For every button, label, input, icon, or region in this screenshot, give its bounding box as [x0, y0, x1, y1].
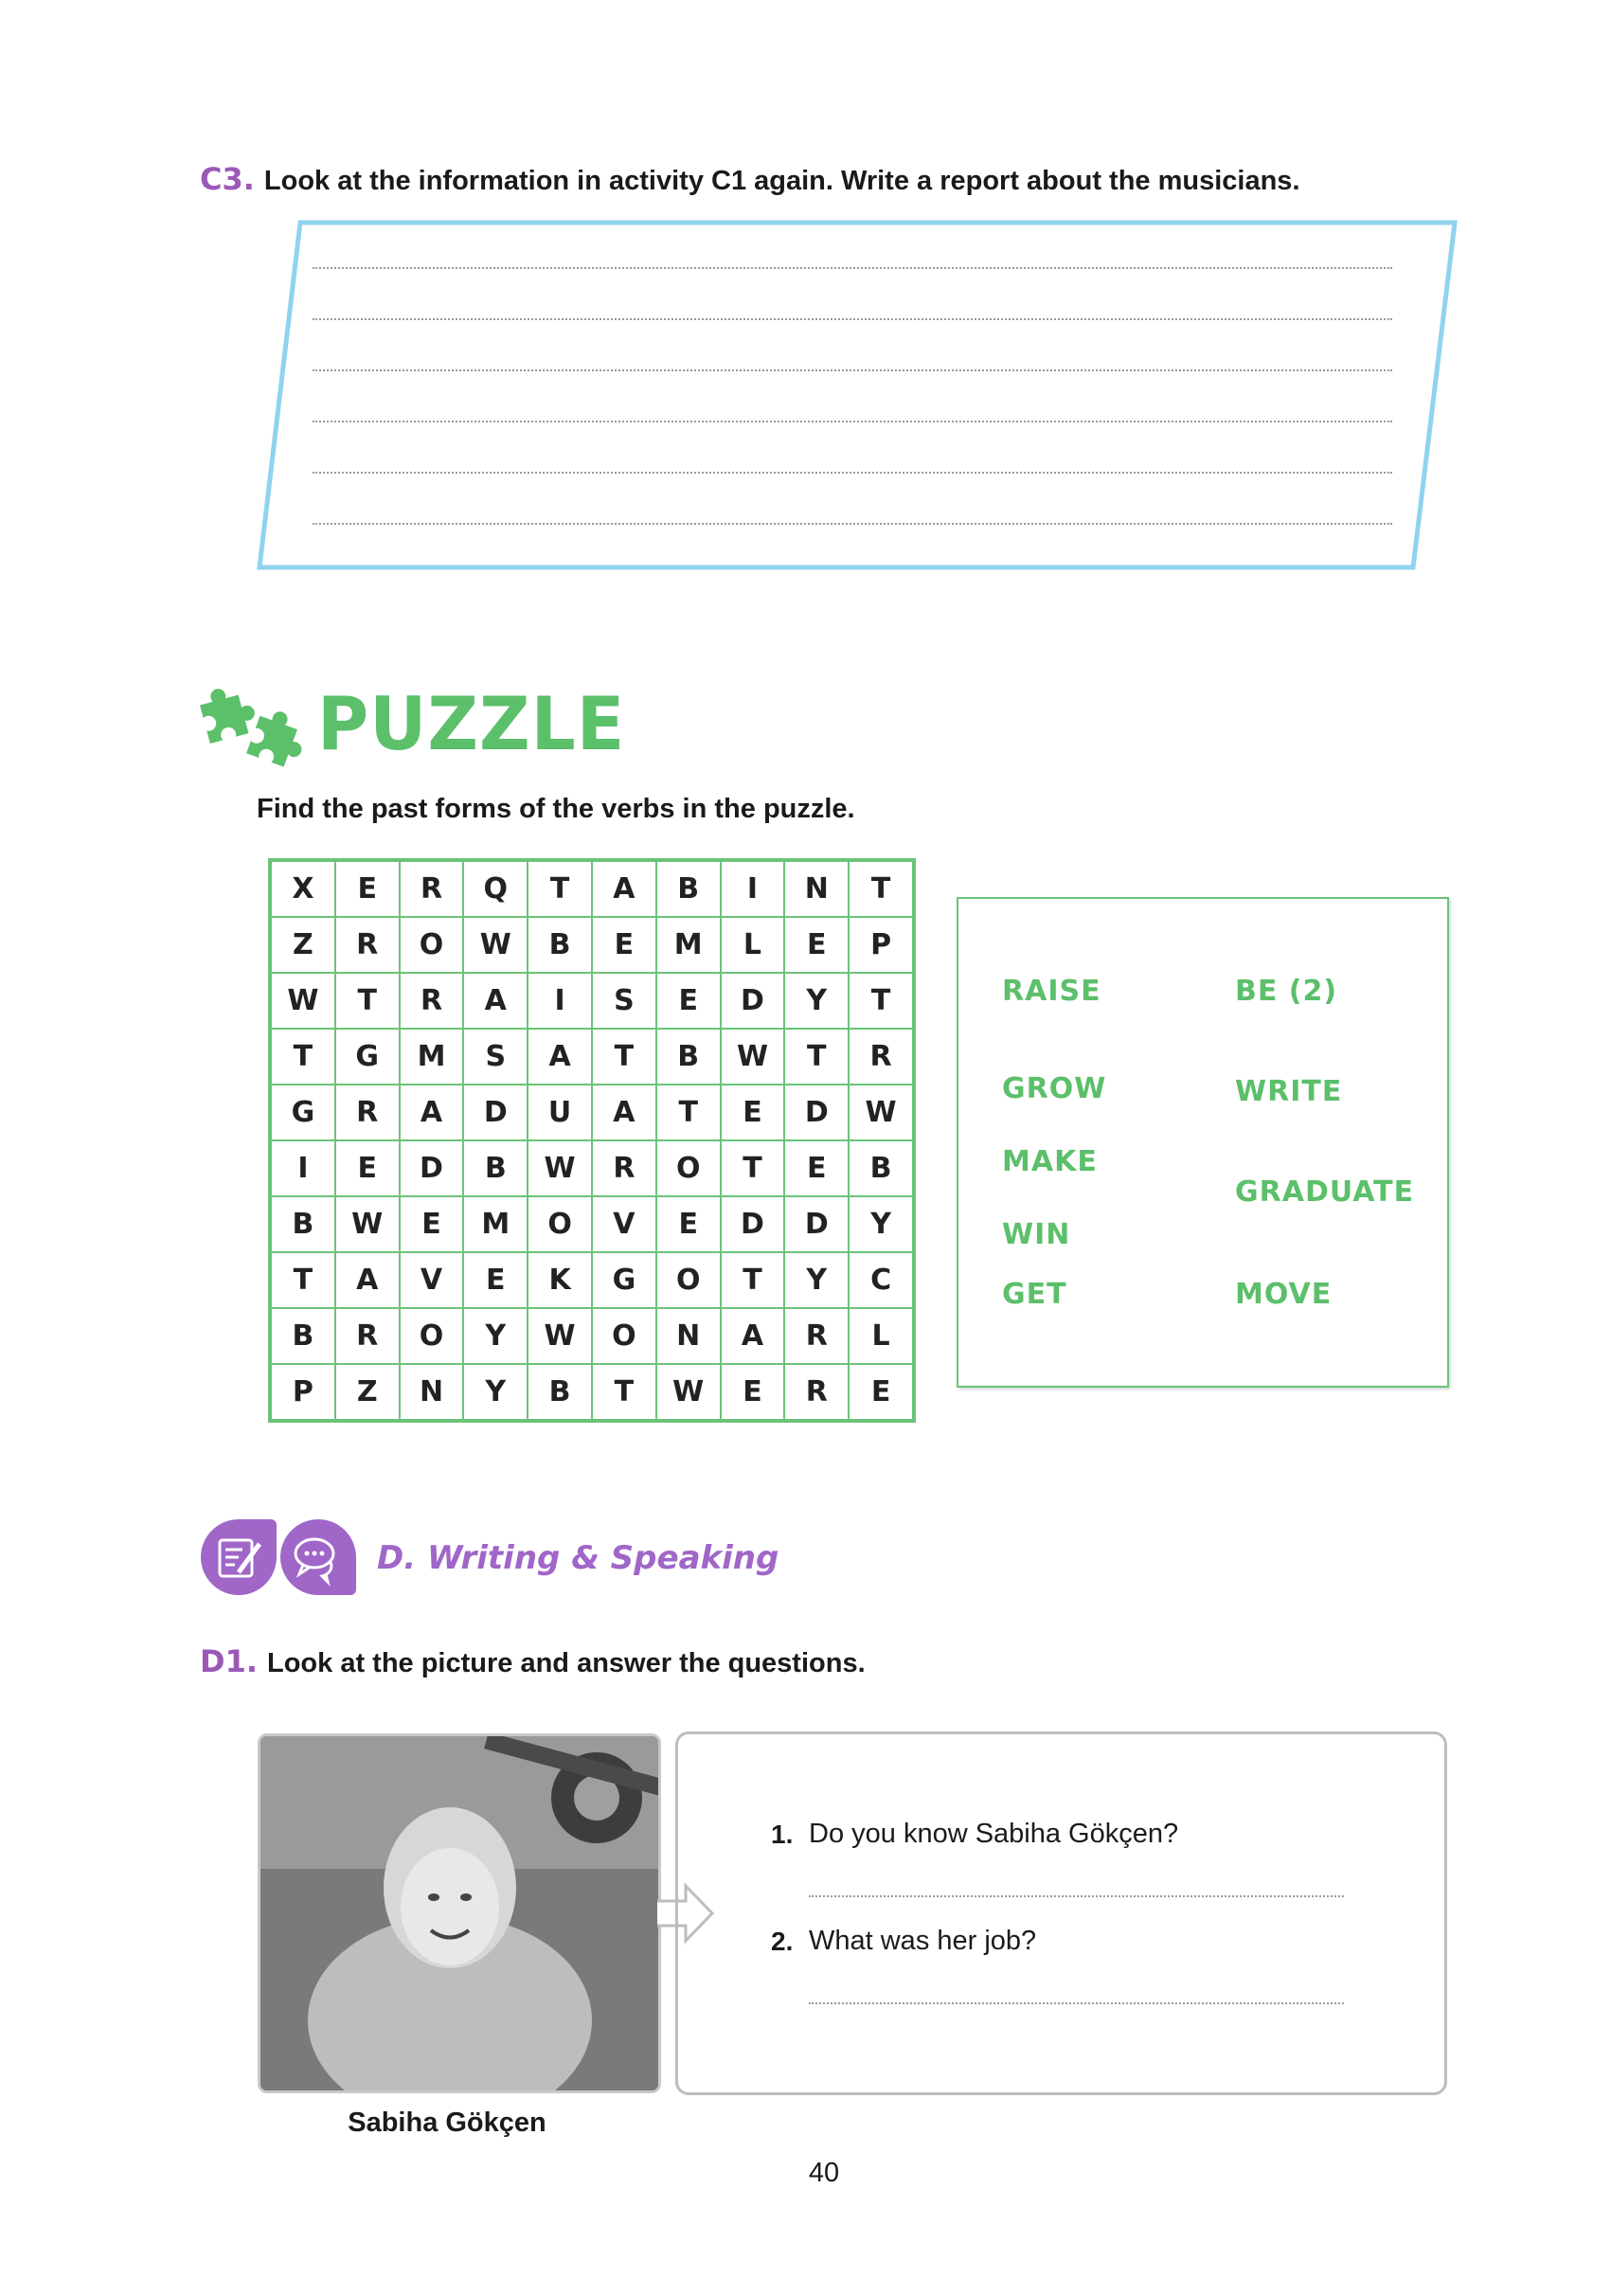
question-text: Do you know Sabiha Gökçen?	[809, 1819, 1179, 1849]
activity-number: D1.	[200, 1643, 258, 1679]
writing-icon	[201, 1519, 277, 1595]
grid-cell[interactable]: A	[528, 1029, 592, 1085]
grid-cell[interactable]: O	[656, 1252, 721, 1308]
grid-cell[interactable]: D	[721, 973, 785, 1029]
grid-cell[interactable]: V	[400, 1252, 464, 1308]
photo-caption: Sabiha Gökçen	[348, 2108, 546, 2138]
answer-line[interactable]	[313, 267, 1392, 269]
activity-instruction: Look at the information in activity C1 again. Write a report about the musicians.	[263, 166, 1300, 196]
puzzle-instruction: Find the past forms of the verbs in the puzzle.	[257, 794, 855, 824]
grid-cell[interactable]: B	[271, 1308, 335, 1364]
grid-cell[interactable]: B	[849, 1140, 913, 1196]
grid-cell[interactable]: P	[849, 917, 913, 973]
grid-cell[interactable]: R	[335, 1308, 400, 1364]
grid-cell[interactable]: E	[784, 917, 849, 973]
word-search-grid[interactable]	[268, 858, 916, 1423]
writing-box-frame	[256, 220, 1459, 572]
grid-cell[interactable]: G	[335, 1029, 400, 1085]
grid-cell[interactable]: Z	[271, 917, 335, 973]
grid-cell[interactable]: R	[335, 1085, 400, 1140]
grid-cell[interactable]: S	[463, 1029, 528, 1085]
grid-cell[interactable]: U	[528, 1085, 592, 1140]
grid-cell[interactable]: T	[592, 1364, 656, 1420]
grid-cell[interactable]: M	[463, 1196, 528, 1252]
grid-cell[interactable]: T	[271, 1029, 335, 1085]
grid-cell[interactable]: P	[271, 1364, 335, 1420]
grid-cell[interactable]: E	[463, 1252, 528, 1308]
word-make: MAKE	[1002, 1145, 1098, 1178]
grid-cell[interactable]: E	[721, 1085, 785, 1140]
grid-cell[interactable]: A	[592, 1085, 656, 1140]
grid-cell[interactable]: S	[592, 973, 656, 1029]
grid-cell[interactable]: R	[335, 917, 400, 973]
portrait-photo	[258, 1733, 661, 2093]
grid-cell[interactable]: T	[849, 973, 913, 1029]
grid-cell[interactable]: T	[592, 1029, 656, 1085]
grid-cell[interactable]: N	[400, 1364, 464, 1420]
answer-line[interactable]	[313, 472, 1392, 474]
grid-cell[interactable]: D	[463, 1085, 528, 1140]
word-be: BE (2)	[1235, 975, 1338, 1008]
grid-cell[interactable]: B	[271, 1196, 335, 1252]
answer-line[interactable]	[313, 318, 1392, 320]
grid-cell[interactable]: W	[528, 1140, 592, 1196]
answer-line[interactable]	[313, 369, 1392, 371]
grid-cell[interactable]: E	[656, 1196, 721, 1252]
grid-cell[interactable]: Y	[784, 973, 849, 1029]
grid-cell[interactable]: T	[721, 1252, 785, 1308]
grid-cell[interactable]: E	[335, 861, 400, 917]
grid-cell[interactable]: G	[592, 1252, 656, 1308]
grid-cell[interactable]: E	[849, 1364, 913, 1420]
grid-cell[interactable]: W	[463, 917, 528, 973]
grid-cell[interactable]: M	[400, 1029, 464, 1085]
grid-cell[interactable]: T	[528, 861, 592, 917]
grid-cell[interactable]: I	[271, 1140, 335, 1196]
answer-line[interactable]	[313, 523, 1392, 525]
grid-cell[interactable]: E	[721, 1364, 785, 1420]
grid-cell[interactable]: Y	[463, 1308, 528, 1364]
grid-cell[interactable]: N	[784, 861, 849, 917]
word-get: GET	[1002, 1278, 1067, 1311]
grid-cell[interactable]: Q	[463, 861, 528, 917]
grid-cell[interactable]: A	[335, 1252, 400, 1308]
c3-heading	[200, 161, 1300, 197]
grid-cell[interactable]: K	[528, 1252, 592, 1308]
grid-cell[interactable]: O	[656, 1140, 721, 1196]
grid-cell[interactable]: R	[592, 1140, 656, 1196]
grid-cell[interactable]: D	[784, 1196, 849, 1252]
word-graduate: GRADUATE	[1235, 1175, 1415, 1209]
grid-cell[interactable]: D	[400, 1140, 464, 1196]
word-write: WRITE	[1235, 1075, 1343, 1108]
grid-cell[interactable]: R	[400, 973, 464, 1029]
grid-cell[interactable]: G	[271, 1085, 335, 1140]
grid-cell[interactable]: W	[271, 973, 335, 1029]
grid-cell[interactable]: C	[849, 1252, 913, 1308]
grid-cell[interactable]: O	[400, 1308, 464, 1364]
grid-cell[interactable]: Y	[849, 1196, 913, 1252]
word-list-box	[957, 897, 1449, 1388]
grid-cell[interactable]: N	[656, 1308, 721, 1364]
question-number: 2.	[771, 1927, 794, 1956]
word-move: MOVE	[1235, 1278, 1333, 1311]
grid-cell[interactable]: Y	[463, 1364, 528, 1420]
grid-cell[interactable]: R	[784, 1364, 849, 1420]
answer-line[interactable]	[313, 421, 1392, 422]
grid-cell[interactable]: T	[784, 1029, 849, 1085]
activity-number: C3.	[200, 161, 255, 197]
grid-cell[interactable]: M	[656, 917, 721, 973]
grid-cell[interactable]: R	[784, 1308, 849, 1364]
grid-cell[interactable]: R	[400, 861, 464, 917]
questions-box	[675, 1731, 1447, 2095]
grid-cell[interactable]: O	[528, 1196, 592, 1252]
grid-cell[interactable]: Y	[784, 1252, 849, 1308]
grid-cell[interactable]: T	[271, 1252, 335, 1308]
page-number: 40	[808, 2158, 840, 2188]
photo-illustration	[260, 1736, 661, 2093]
word-grow: GROW	[1002, 1072, 1107, 1105]
grid-cell[interactable]: W	[528, 1308, 592, 1364]
question-number: 1.	[771, 1820, 794, 1849]
grid-cell[interactable]: X	[271, 861, 335, 917]
grid-cell[interactable]: R	[849, 1029, 913, 1085]
grid-cell[interactable]: I	[721, 861, 785, 917]
word-raise: RAISE	[1002, 975, 1101, 1008]
grid-cell[interactable]: B	[656, 1029, 721, 1085]
grid-cell[interactable]: E	[400, 1196, 464, 1252]
grid-cell[interactable]: D	[784, 1085, 849, 1140]
answer-line[interactable]	[809, 1895, 1344, 1897]
grid-cell[interactable]: L	[849, 1308, 913, 1364]
d1-heading	[200, 1643, 866, 1679]
grid-cell[interactable]: O	[400, 917, 464, 973]
grid-cell[interactable]: B	[528, 1364, 592, 1420]
grid-cell[interactable]: A	[592, 861, 656, 917]
section-title: D. Writing & Speaking	[377, 1539, 779, 1577]
grid-cell[interactable]: E	[335, 1140, 400, 1196]
answer-line[interactable]	[809, 2002, 1344, 2004]
grid-cell[interactable]: B	[528, 917, 592, 973]
grid-cell[interactable]: T	[849, 861, 913, 917]
grid-cell[interactable]: E	[656, 973, 721, 1029]
grid-cell[interactable]: A	[400, 1085, 464, 1140]
grid-cell[interactable]: W	[721, 1029, 785, 1085]
grid-cell[interactable]: W	[656, 1364, 721, 1420]
grid-cell[interactable]: D	[721, 1196, 785, 1252]
grid-cell[interactable]: Z	[335, 1364, 400, 1420]
grid-cell[interactable]: I	[528, 973, 592, 1029]
grid-cell[interactable]: A	[721, 1308, 785, 1364]
word-win: WIN	[1002, 1218, 1071, 1251]
grid-cell[interactable]: T	[335, 973, 400, 1029]
writing-box[interactable]	[256, 220, 1459, 572]
grid-cell[interactable]: O	[592, 1308, 656, 1364]
grid-cell[interactable]: B	[656, 861, 721, 917]
grid-cell[interactable]: V	[592, 1196, 656, 1252]
grid-cell[interactable]: W	[849, 1085, 913, 1140]
grid-cell[interactable]: E	[592, 917, 656, 973]
speech-bubble-icon	[280, 1519, 356, 1595]
grid-cell[interactable]: T	[656, 1085, 721, 1140]
question-text: What was her job?	[809, 1926, 1037, 1956]
puzzle-title: PUZZLE	[317, 681, 626, 768]
grid-cell[interactable]: E	[784, 1140, 849, 1196]
activity-instruction: Look at the picture and answer the questions.	[266, 1648, 866, 1678]
grid-cell[interactable]: B	[463, 1140, 528, 1196]
puzzle-pieces-icon	[197, 682, 306, 772]
grid-cell[interactable]: A	[463, 973, 528, 1029]
grid-cell[interactable]: L	[721, 917, 785, 973]
grid-cell[interactable]: T	[721, 1140, 785, 1196]
grid-cell[interactable]: W	[335, 1196, 400, 1252]
